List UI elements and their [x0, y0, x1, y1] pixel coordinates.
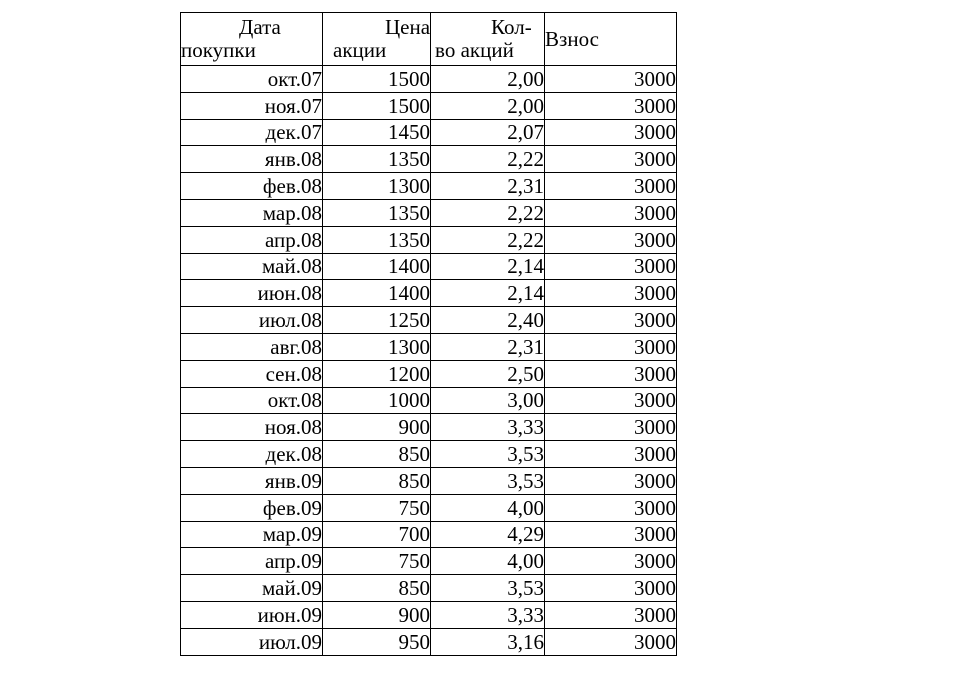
cell-purchase-date: сен.08 — [181, 360, 323, 387]
cell-share-quantity: 2,22 — [431, 199, 545, 226]
cell-share-price: 1350 — [323, 146, 431, 173]
header-share-price-line2: акции — [333, 38, 387, 62]
cell-share-price: 1000 — [323, 387, 431, 414]
cell-contribution: 3000 — [545, 441, 677, 468]
table-row — [181, 441, 677, 468]
cell-share-quantity: 3,33 — [431, 601, 545, 628]
table-row — [181, 226, 677, 253]
cell-purchase-date: май.09 — [181, 575, 323, 602]
cell-contribution: 3000 — [545, 199, 677, 226]
cell-contribution: 3000 — [545, 146, 677, 173]
cell-share-price: 1500 — [323, 92, 431, 119]
cell-share-quantity: 3,16 — [431, 628, 545, 655]
cell-share-price: 1300 — [323, 333, 431, 360]
header-share-quantity — [431, 13, 545, 66]
cell-share-quantity: 2,22 — [431, 226, 545, 253]
table-body — [181, 66, 677, 656]
cell-purchase-date: ноя.08 — [181, 414, 323, 441]
cell-share-quantity: 2,22 — [431, 146, 545, 173]
table-row — [181, 575, 677, 602]
header-purchase-date — [181, 13, 323, 66]
cell-contribution: 3000 — [545, 360, 677, 387]
cell-contribution: 3000 — [545, 92, 677, 119]
cell-share-price: 750 — [323, 494, 431, 521]
cell-share-price: 1500 — [323, 66, 431, 93]
table-row — [181, 92, 677, 119]
cell-share-price: 1200 — [323, 360, 431, 387]
table-row — [181, 253, 677, 280]
cell-share-quantity: 3,53 — [431, 575, 545, 602]
table-row — [181, 387, 677, 414]
cell-share-quantity: 3,53 — [431, 467, 545, 494]
cell-share-price: 1400 — [323, 253, 431, 280]
cell-share-price: 950 — [323, 628, 431, 655]
header-share-quantity-line1: Кол- — [491, 15, 532, 39]
table-row — [181, 199, 677, 226]
cell-contribution: 3000 — [545, 548, 677, 575]
cell-share-price: 850 — [323, 575, 431, 602]
cell-purchase-date: дек.07 — [181, 119, 323, 146]
cell-share-quantity: 3,00 — [431, 387, 545, 414]
cell-purchase-date: апр.09 — [181, 548, 323, 575]
cell-contribution: 3000 — [545, 601, 677, 628]
cell-share-price: 1300 — [323, 173, 431, 200]
table-row — [181, 601, 677, 628]
cell-share-quantity: 2,14 — [431, 280, 545, 307]
header-share-price — [323, 13, 431, 66]
header-share-quantity-line2: во акций — [435, 38, 514, 62]
header-share-price-line1: Цена — [385, 15, 431, 39]
cell-contribution: 3000 — [545, 253, 677, 280]
header-purchase-date-line1: Дата — [239, 15, 281, 39]
cell-share-quantity: 3,53 — [431, 441, 545, 468]
table-row — [181, 119, 677, 146]
cell-purchase-date: окт.07 — [181, 66, 323, 93]
cell-share-quantity: 2,31 — [431, 333, 545, 360]
cell-contribution: 3000 — [545, 119, 677, 146]
table-row — [181, 494, 677, 521]
table-row — [181, 280, 677, 307]
table-row — [181, 146, 677, 173]
cell-purchase-date: окт.08 — [181, 387, 323, 414]
cell-share-price: 1400 — [323, 280, 431, 307]
cell-contribution: 3000 — [545, 307, 677, 334]
cell-contribution: 3000 — [545, 575, 677, 602]
cell-purchase-date: фев.09 — [181, 494, 323, 521]
cell-contribution: 3000 — [545, 521, 677, 548]
table-row — [181, 333, 677, 360]
cell-share-price: 1250 — [323, 307, 431, 334]
cell-share-quantity: 2,14 — [431, 253, 545, 280]
cell-share-price: 900 — [323, 414, 431, 441]
header-contribution: Взнос — [545, 13, 677, 66]
table-row — [181, 521, 677, 548]
cell-share-quantity: 4,00 — [431, 548, 545, 575]
cell-share-price: 700 — [323, 521, 431, 548]
table-row — [181, 307, 677, 334]
cell-purchase-date: янв.08 — [181, 146, 323, 173]
cell-share-quantity: 2,40 — [431, 307, 545, 334]
cell-contribution: 3000 — [545, 387, 677, 414]
share-purchase-table — [180, 12, 677, 656]
cell-purchase-date: фев.08 — [181, 173, 323, 200]
cell-contribution: 3000 — [545, 173, 677, 200]
cell-purchase-date: ноя.07 — [181, 92, 323, 119]
cell-share-price: 900 — [323, 601, 431, 628]
header-row — [181, 13, 677, 66]
header-purchase-date-line2: покупки — [181, 38, 256, 62]
cell-share-quantity: 2,50 — [431, 360, 545, 387]
cell-share-quantity: 2,00 — [431, 66, 545, 93]
cell-share-quantity: 4,00 — [431, 494, 545, 521]
cell-purchase-date: май.08 — [181, 253, 323, 280]
cell-purchase-date: июн.09 — [181, 601, 323, 628]
cell-purchase-date: июл.09 — [181, 628, 323, 655]
cell-contribution: 3000 — [545, 280, 677, 307]
cell-contribution: 3000 — [545, 467, 677, 494]
cell-purchase-date: янв.09 — [181, 467, 323, 494]
cell-purchase-date: июн.08 — [181, 280, 323, 307]
cell-share-quantity: 2,31 — [431, 173, 545, 200]
cell-share-price: 850 — [323, 441, 431, 468]
table-row — [181, 360, 677, 387]
cell-contribution: 3000 — [545, 226, 677, 253]
table-row — [181, 173, 677, 200]
cell-purchase-date: мар.09 — [181, 521, 323, 548]
cell-share-price: 1350 — [323, 226, 431, 253]
cell-share-quantity: 3,33 — [431, 414, 545, 441]
cell-contribution: 3000 — [545, 66, 677, 93]
cell-share-price: 1450 — [323, 119, 431, 146]
cell-share-quantity: 2,07 — [431, 119, 545, 146]
cell-purchase-date: июл.08 — [181, 307, 323, 334]
cell-purchase-date: авг.08 — [181, 333, 323, 360]
cell-share-quantity: 4,29 — [431, 521, 545, 548]
cell-contribution: 3000 — [545, 414, 677, 441]
cell-purchase-date: дек.08 — [181, 441, 323, 468]
table-row — [181, 66, 677, 93]
table-row — [181, 628, 677, 655]
cell-contribution: 3000 — [545, 494, 677, 521]
cell-contribution: 3000 — [545, 333, 677, 360]
cell-share-price: 1350 — [323, 199, 431, 226]
table-row — [181, 414, 677, 441]
cell-share-price: 750 — [323, 548, 431, 575]
cell-purchase-date: апр.08 — [181, 226, 323, 253]
cell-share-quantity: 2,00 — [431, 92, 545, 119]
table-header — [181, 13, 677, 66]
table-row — [181, 467, 677, 494]
cell-contribution: 3000 — [545, 628, 677, 655]
table-row — [181, 548, 677, 575]
cell-purchase-date: мар.08 — [181, 199, 323, 226]
cell-share-price: 850 — [323, 467, 431, 494]
